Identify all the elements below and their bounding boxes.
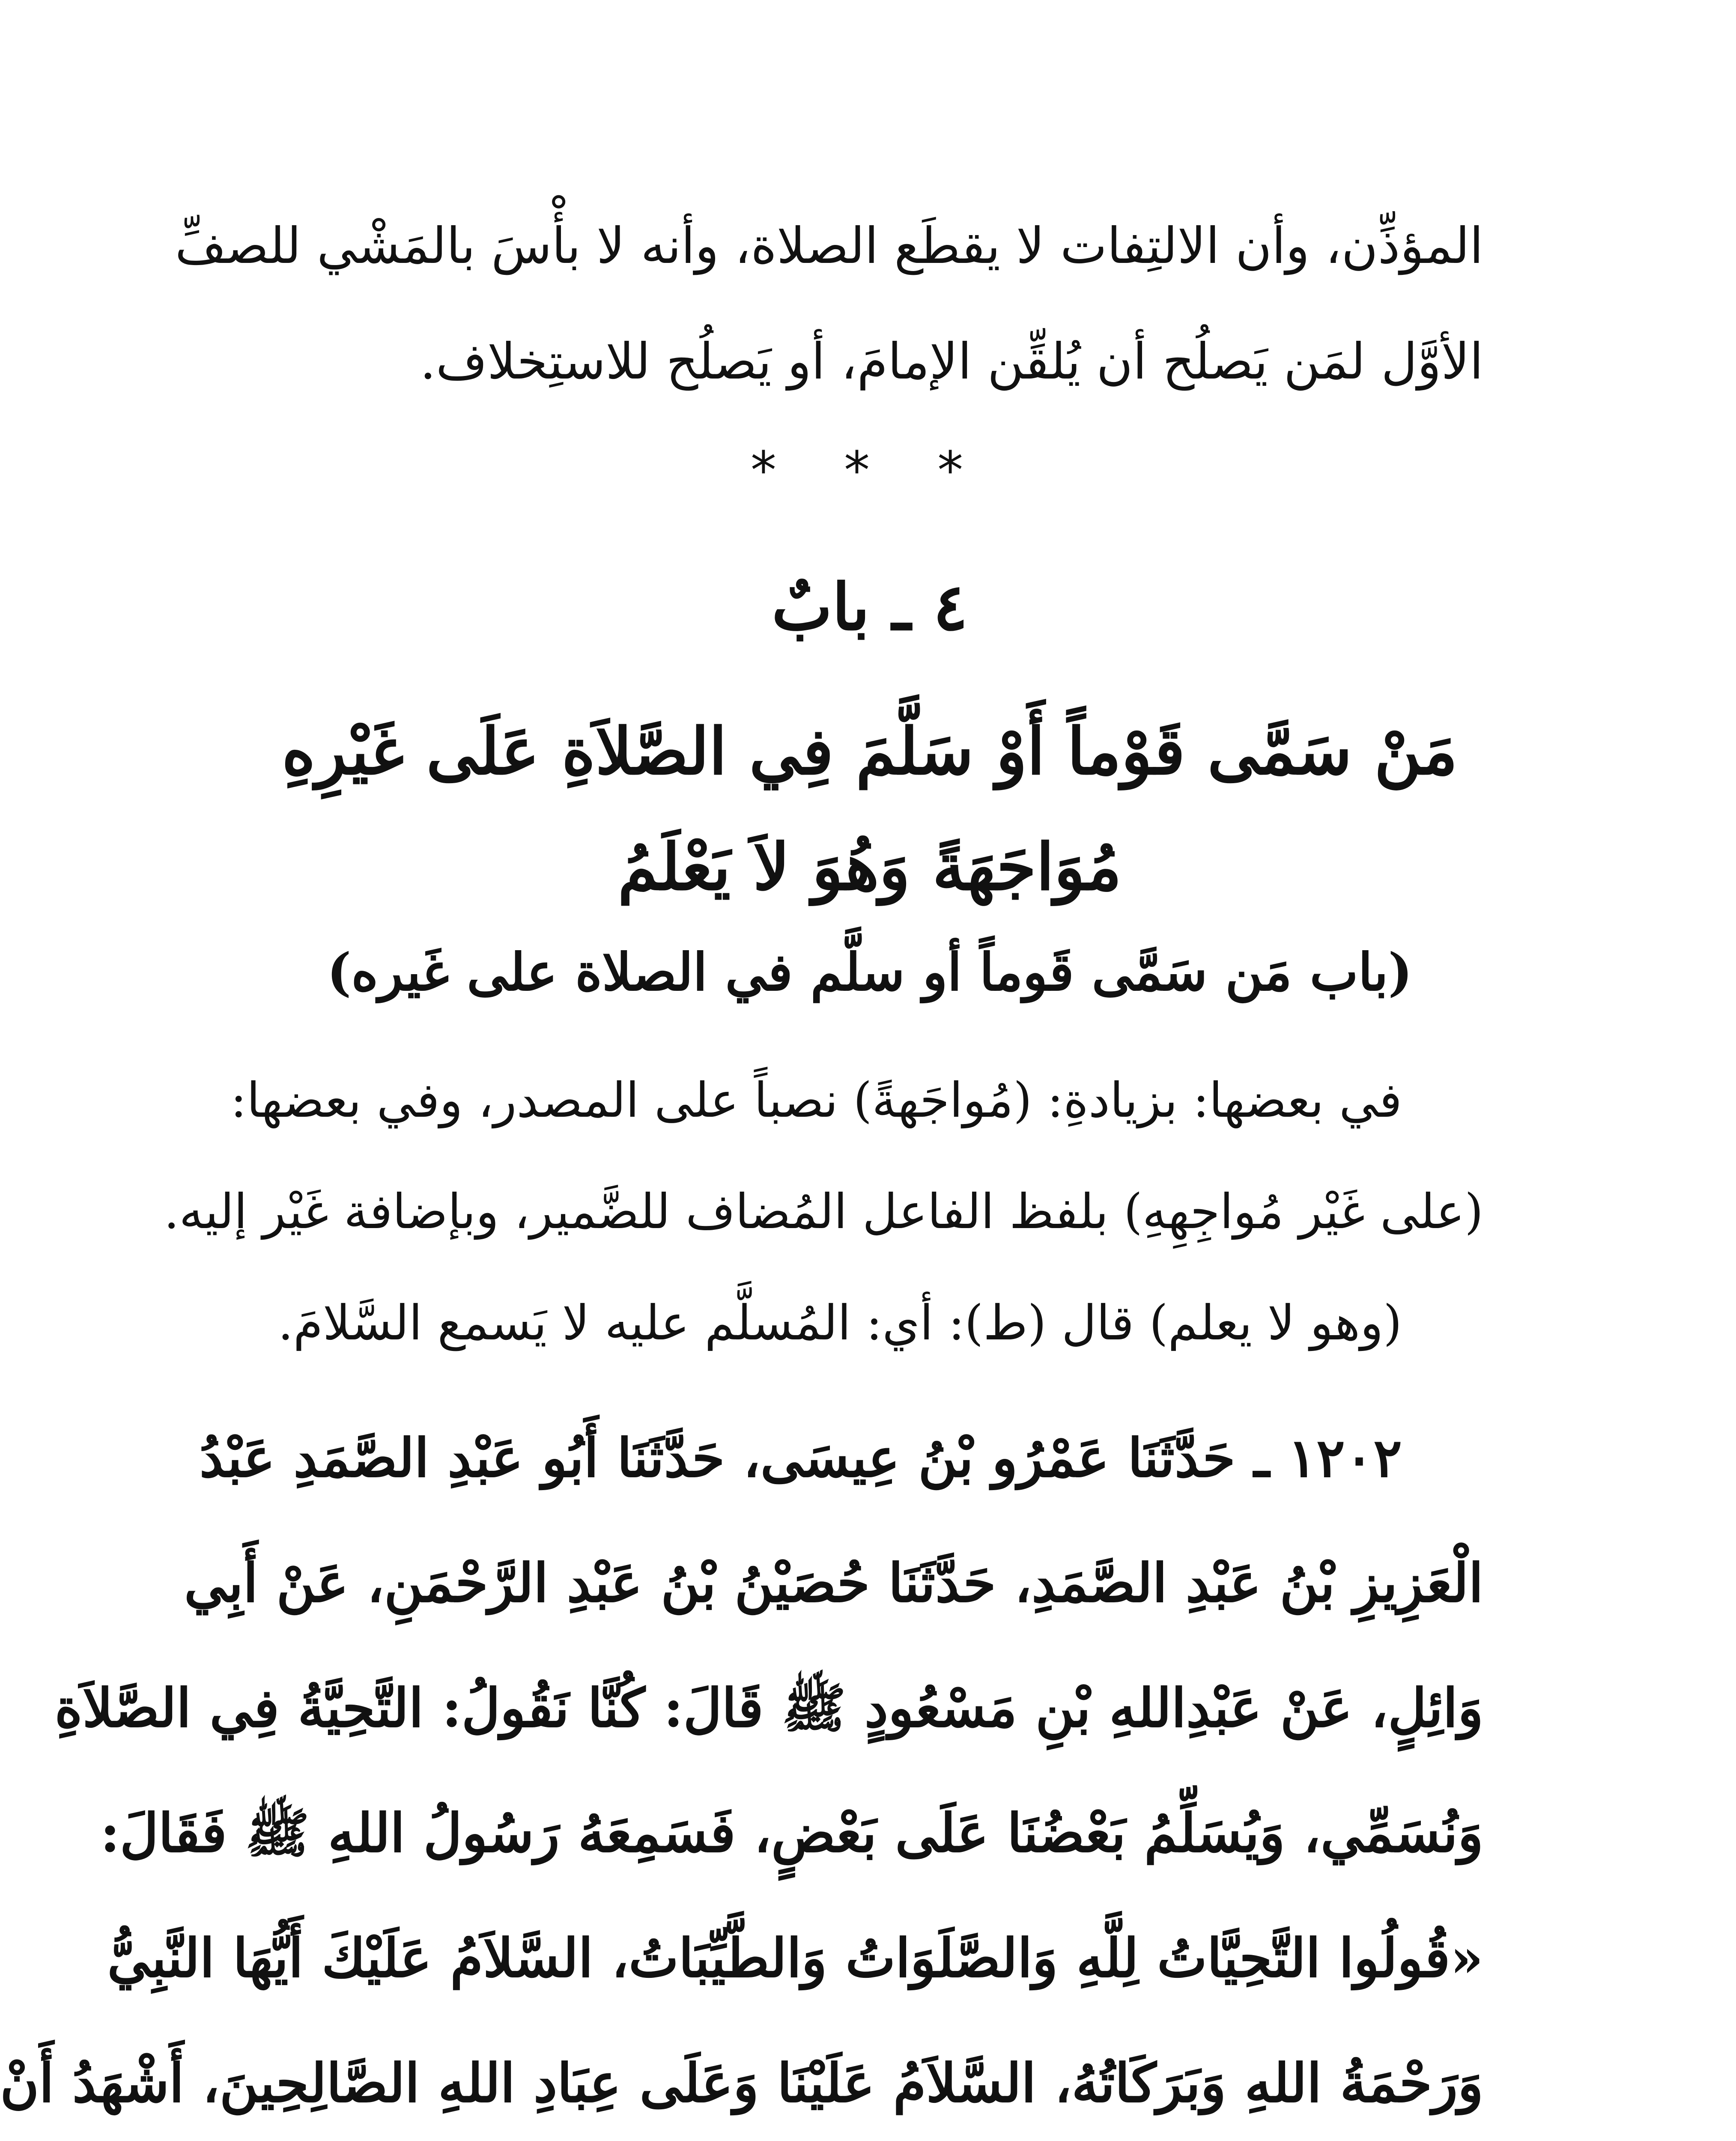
section-separator: * * * <box>750 441 989 501</box>
chapter-title-line: مَنْ سَمَّى قَوْماً أَوْ سَلَّمَ فِي الصَّلاَةِ عَلَى غَيْرِهِ <box>282 714 1458 789</box>
intro-line: الأوَّل لمَن يَصلُح أن يُلقِّن الإمامَ، أو يَصلُح للاستِخلاف. <box>420 333 1483 391</box>
intro-paragraph <box>175 188 1483 420</box>
commentary-line: في بعضها: بزيادةِ: (مُواجَهةً) نصباً على المصدر، وفي بعضها: <box>230 1073 1402 1128</box>
commentary-line: (على غَيْر مُواجِهِهِ) بلفظ الفاعل المُضاف للضَّمير، وبإضافة غَيْر إليه. <box>164 1184 1483 1240</box>
chapter-title-line: مُوَاجَهَةً وَهُوَ لاَ يَعْلَمُ <box>617 829 1122 905</box>
hadith-line: وَنُسَمِّي، وَيُسَلِّمُ بَعْضُنَا عَلَى بَعْضٍ، فَسَمِعَهُ رَسُولُ اللهِ ﷺ فَقَالَ: <box>100 1802 1483 1864</box>
commentary-line: (وهو لا يعلم) قال (ط): أي: المُسلَّم عليه لا يَسمع السَّلامَ. <box>278 1295 1402 1351</box>
hadith-line: وَرَحْمَةُ اللهِ وَبَرَكَاتُهُ، السَّلاَمُ عَلَيْنَا وَعَلَى عِبَادِ اللهِ الصَّالِحِينَ، أَشْهَدُ أَنْ <box>0 2052 1483 2114</box>
hadith-line: «قُولُوا التَّحِيَّاتُ لِلَّهِ وَالصَّلَوَاتُ وَالطَّيِّبَاتُ، السَّلاَمُ عَلَيْكَ أَيُّهَا النَّبِيُّ <box>107 1927 1483 1989</box>
commentary-paragraph <box>164 1045 1483 1379</box>
hadith-paragraph <box>0 1396 1483 2141</box>
chapter-heading: ٤ ـ بابٌ <box>772 570 968 645</box>
hadith-line: وَائِلٍ، عَنْ عَبْدِاللهِ بْنِ مَسْعُودٍ ﷺ قَالَ: كُنَّا نَقُولُ: التَّحِيَّةُ فِي الصَّلاَةِ <box>54 1677 1483 1739</box>
hadith-line: ١٢٠٢ ـ حَدَّثَنَا عَمْرُو بْنُ عِيسَى، حَدَّثَنَا أَبُو عَبْدِ الصَّمَدِ عَبْدُ <box>199 1427 1402 1489</box>
hadith-line: الْعَزِيزِ بْنُ عَبْدِ الصَّمَدِ، حَدَّثَنَا حُصَيْنُ بْنُ عَبْدِ الرَّحْمَنِ، عَنْ أَبِي <box>184 1552 1483 1614</box>
commentary-subtitle: (باب مَن سَمَّى قَوماً أو سلَّم في الصلاة على غَيره) <box>327 942 1413 1002</box>
chapter-title <box>3 694 1736 925</box>
intro-line: المؤذِّن، وأن الالتِفات لا يقطَع الصلاة، وأنه لا بأْسَ بالمَشْي للصفِّ <box>175 217 1483 275</box>
